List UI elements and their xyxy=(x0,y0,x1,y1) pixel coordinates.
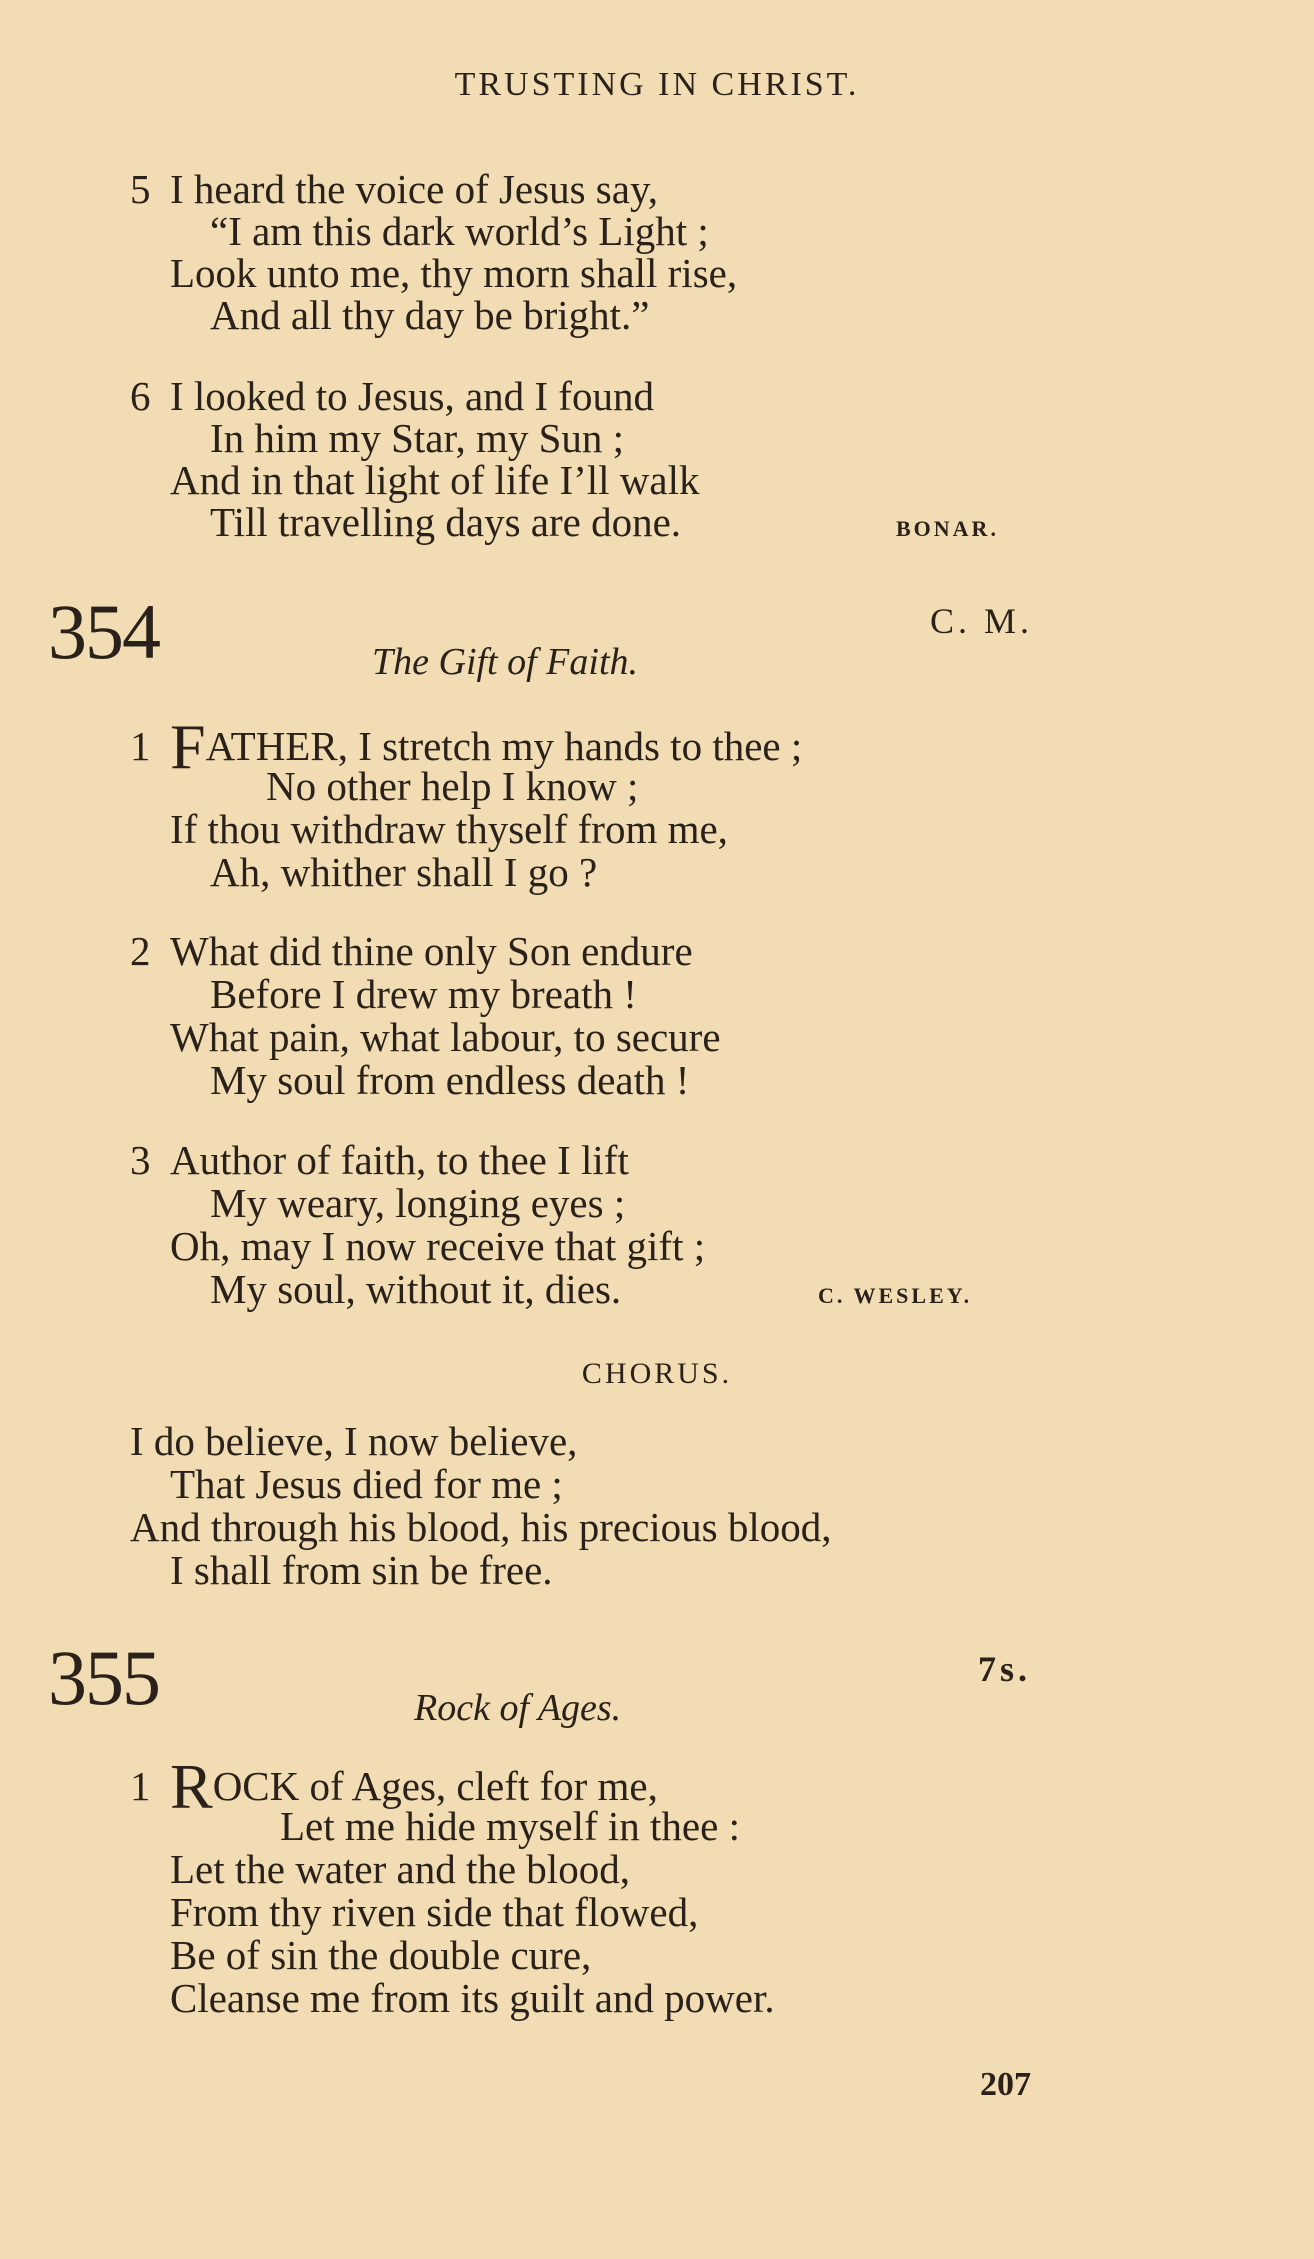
stanza-number: 1 xyxy=(130,723,151,769)
hymn-title-354: The Gift of Faith. xyxy=(372,641,638,683)
chorus-line-1: I do believe, I now believe, xyxy=(130,1418,578,1464)
hymn-354-stanza-1-line-3: If thou withdraw thyself from me, xyxy=(170,806,728,852)
author-c-wesley: C. WESLEY. xyxy=(818,1283,973,1308)
hymn-number-354: 354 xyxy=(48,588,159,675)
stanza-number: 3 xyxy=(130,1137,151,1183)
hymn-title-355: Rock of Ages. xyxy=(414,1687,622,1729)
hymn-354-stanza-3-line-2: My weary, longing eyes ; xyxy=(210,1180,626,1226)
stanza-5-line-1: 5 I heard the voice of Jesus say, xyxy=(130,166,659,212)
stanza-5-line-4: And all thy day be bright.” xyxy=(210,292,650,338)
author-bonar: BONAR. xyxy=(896,516,999,541)
hymn-354-stanza-2-line-4: My soul from endless death ! xyxy=(210,1057,690,1103)
stanza-5-line-2: “I am this dark world’s Light ; xyxy=(210,208,709,254)
hymn-354-stanza-3-line-1: 3 Author of faith, to thee I lift xyxy=(130,1137,629,1183)
hymn-354-stanza-1-line-4: Ah, whither shall I go ? xyxy=(210,849,598,895)
drop-cap: F xyxy=(170,711,206,782)
hymn-354-stanza-1-line-2: No other help I know ; xyxy=(266,763,639,809)
hymn-355-stanza-1-line-2: Let me hide myself in thee : xyxy=(280,1803,740,1849)
meter-354: C. M. xyxy=(930,601,1034,641)
hymn-354-stanza-2-line-1: 2 What did thine only Son endure xyxy=(130,928,693,974)
hymn-355-stanza-1-line-4: From thy riven side that flowed, xyxy=(170,1889,699,1935)
running-head: TRUSTING IN CHRIST. xyxy=(454,66,860,103)
chorus-line-3: And through his blood, his precious blood, xyxy=(130,1504,832,1550)
stanza-5-line-3: Look unto me, thy morn shall rise, xyxy=(170,250,738,296)
stanza-number: 1 xyxy=(130,1763,151,1809)
hymn-number-355: 355 xyxy=(48,1634,159,1721)
drop-cap: R xyxy=(170,1751,213,1822)
hymn-354-stanza-1-line-1: 1 FATHER, I stretch my hands to thee ; xyxy=(130,711,803,782)
hymn-354-stanza-2-line-2: Before I drew my breath ! xyxy=(210,971,637,1017)
stanza-number: 6 xyxy=(130,373,151,419)
stanza-number: 2 xyxy=(130,928,151,974)
chorus-label: CHORUS. xyxy=(581,1357,733,1390)
stanza-6-line-1: 6 I looked to Jesus, and I found xyxy=(130,373,654,419)
hymn-355-stanza-1-line-3: Let the water and the blood, xyxy=(170,1846,630,1892)
hymn-354-stanza-3-line-3: Oh, may I now receive that gift ; xyxy=(170,1223,706,1269)
chorus-line-4: I shall from sin be free. xyxy=(170,1547,553,1593)
stanza-6-line-3: And in that light of life I’ll walk xyxy=(170,457,700,503)
hymn-355-stanza-1-line-6: Cleanse me from its guilt and power. xyxy=(170,1975,775,2021)
chorus-line-2: That Jesus died for me ; xyxy=(170,1461,563,1507)
meter-355: 7s. xyxy=(978,1649,1032,1689)
hymn-355-stanza-1-line-5: Be of sin the double cure, xyxy=(170,1932,592,1978)
hymn-354-stanza-3-line-4: My soul, without it, dies. xyxy=(210,1266,622,1312)
stanza-number: 5 xyxy=(130,166,151,212)
hymn-354-stanza-2-line-3: What pain, what labour, to secure xyxy=(170,1014,721,1060)
page-number: 207 xyxy=(980,2066,1031,2103)
stanza-6-line-4: Till travelling days are done. xyxy=(210,499,682,545)
hymn-355-stanza-1-line-1: 1 ROCK of Ages, cleft for me, xyxy=(130,1751,658,1822)
stanza-6-line-2: In him my Star, my Sun ; xyxy=(210,415,625,461)
